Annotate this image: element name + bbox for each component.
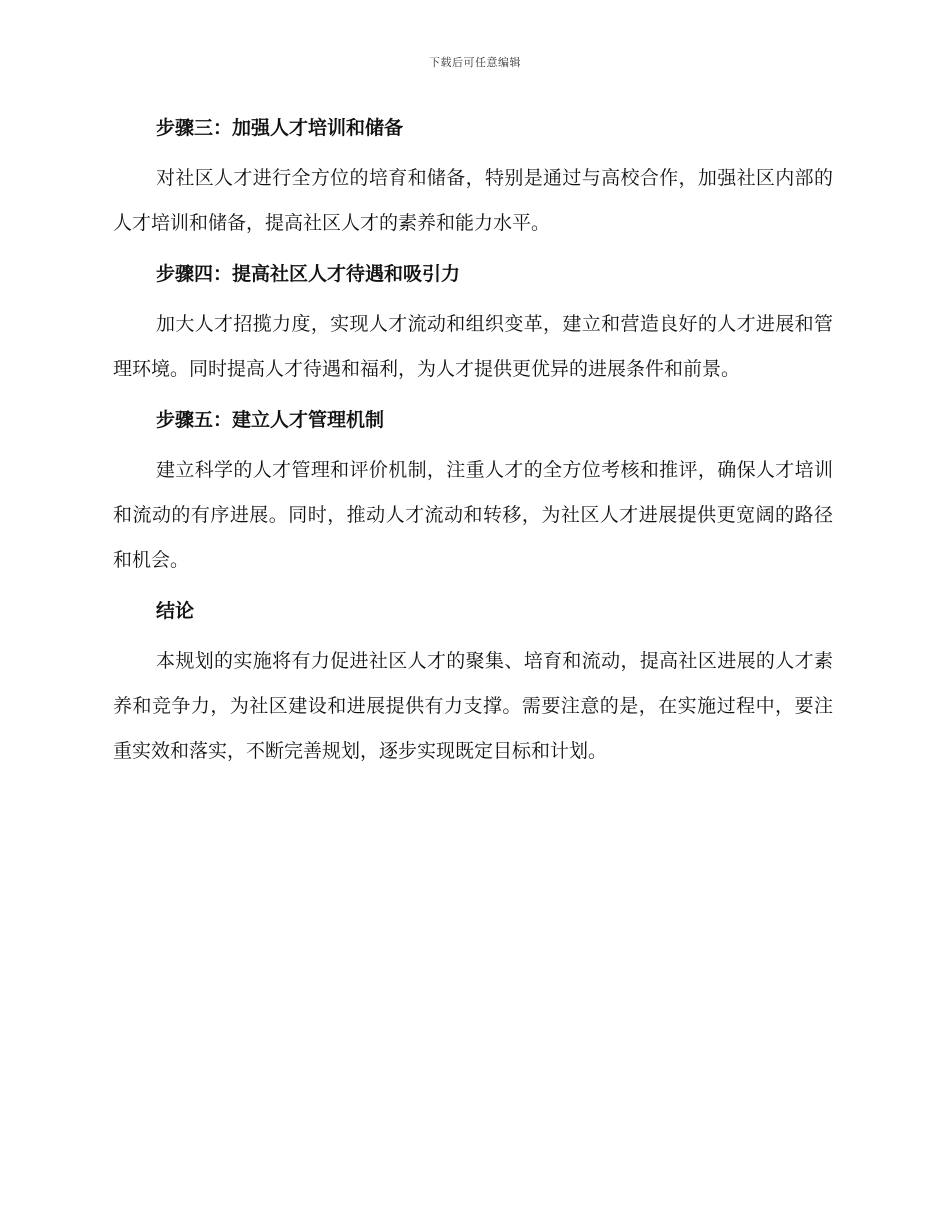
section-heading-step-four: 步骤四：提高社区人才待遇和吸引力 <box>156 263 461 285</box>
section-body-conclusion: 本规划的实施将有力促进社区人才的聚集、培育和流动，提高社区进展的人才素养和竞争力，为社区建设和进展提供有力支撑。需要注意的是，在实施过程中，要注重实效和落实，不断完善规划，逐步实现既定目标和计划。 <box>113 650 833 762</box>
section-heading-step-five: 步骤五：建立人才管理机制 <box>156 409 385 431</box>
section-body-step-four: 加大人才招揽力度，实现人才流动和组织变革，建立和营造良好的人才进展和管理环境。同时提高人才待遇和福利，为人才提供更优异的进展条件和前景。 <box>113 313 833 380</box>
section-body-step-five: 建立科学的人才管理和评价机制，注重人才的全方位考核和推评，确保人才培训和流动的有序进展。同时，推动人才流动和转移，为社区人才进展提供更宽阔的路径和机会。 <box>113 459 833 571</box>
section-heading-step-three: 步骤三：加强人才培训和储备 <box>156 117 404 139</box>
section-body-step-three: 对社区人才进行全方位的培育和储备，特别是通过与高校合作，加强社区内部的人才培训和储备，提高社区人才的素养和能力水平。 <box>113 167 833 234</box>
section-heading-conclusion: 结论 <box>156 600 195 622</box>
document-body <box>113 112 833 774</box>
page-header: 下载后可任意编辑 <box>429 56 521 69</box>
